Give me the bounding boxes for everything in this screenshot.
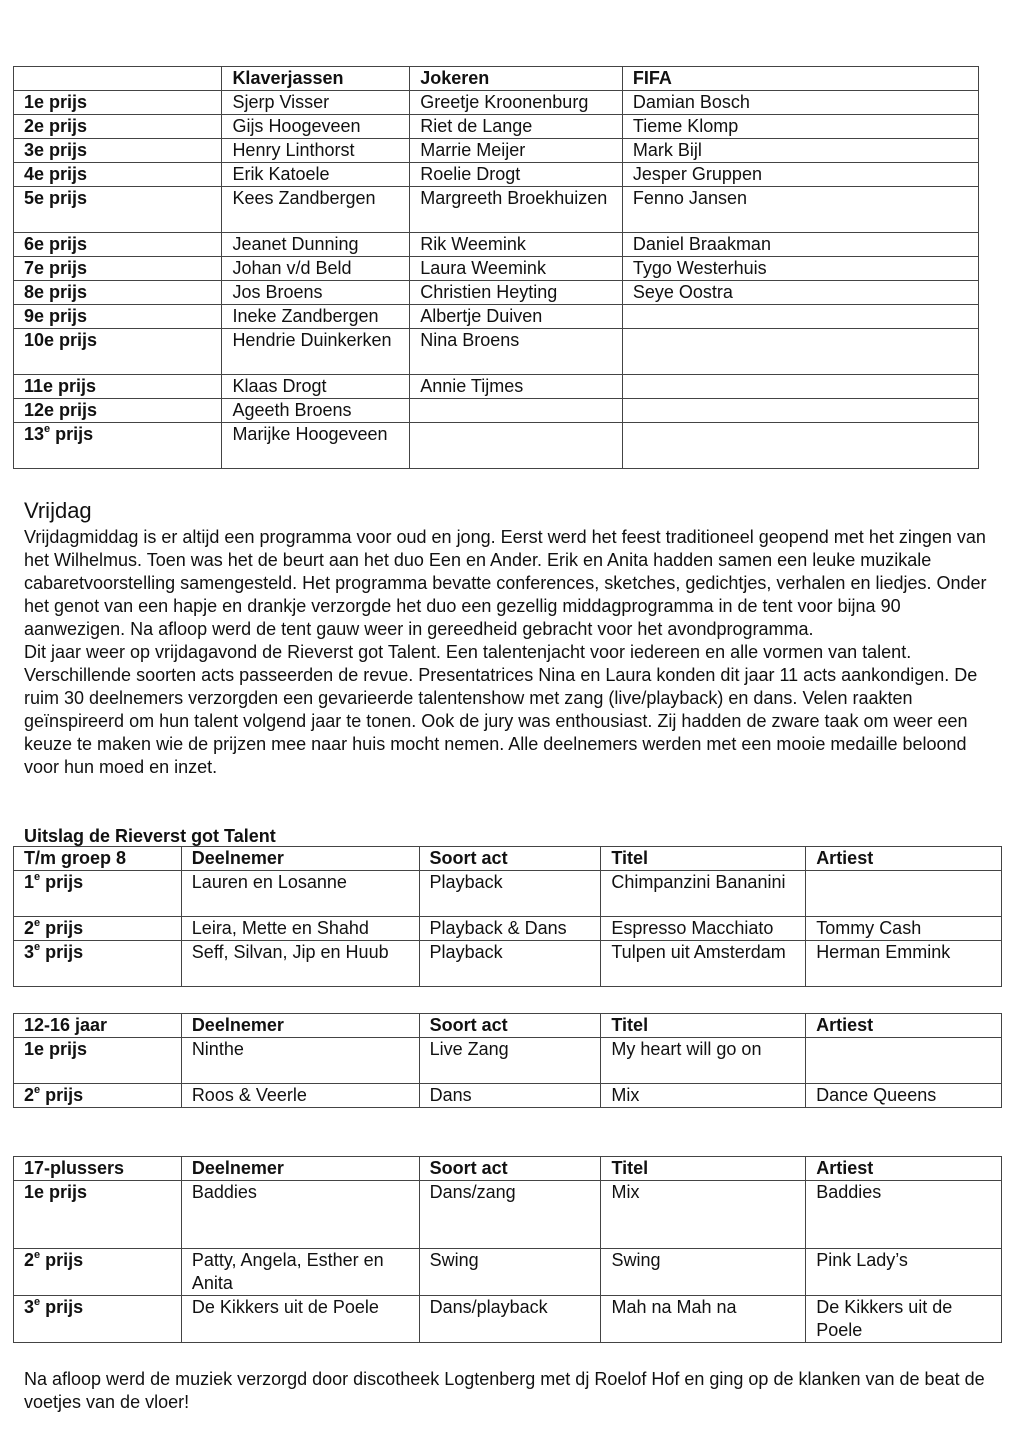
header-cell: Titel — [601, 1157, 806, 1181]
rank-cell: 6e prijs — [14, 233, 222, 257]
table-row — [14, 91, 979, 115]
header-cell: 12-16 jaar — [14, 1014, 182, 1038]
table-cell: De Kikkers uit de Poele — [806, 1296, 1002, 1343]
rank-suffix: e — [44, 423, 51, 435]
rank-cell: 4e prijs — [14, 163, 222, 187]
table-cell: Lauren en Losanne — [181, 871, 419, 917]
table-cell: Laura Weemink — [410, 257, 623, 281]
rank-suffix: e — [34, 941, 41, 953]
table-cell: Baddies — [806, 1181, 1002, 1249]
table-cell: Annie Tijmes — [410, 375, 623, 399]
table-cell: Ageeth Broens — [222, 399, 410, 423]
table-cell: Mix — [601, 1084, 806, 1108]
rank-cell: 5e prijs — [14, 187, 222, 233]
header-cell: Deelnemer — [181, 847, 419, 871]
header-cell: Soort act — [419, 847, 601, 871]
rank-word: prijs — [40, 942, 84, 962]
table-row — [14, 139, 979, 163]
rank-word: prijs — [40, 1085, 84, 1105]
table-cell: De Kikkers uit de Poele — [181, 1296, 419, 1343]
table-cell — [622, 423, 978, 469]
header-cell: Jokeren — [410, 67, 623, 91]
table-cell: Erik Katoele — [222, 163, 410, 187]
table-cell: Pink Lady’s — [806, 1249, 1002, 1296]
rank-word: prijs — [40, 1250, 84, 1270]
table-cell — [410, 399, 623, 423]
rank-number: 3 — [24, 1297, 35, 1317]
header-cell: Deelnemer — [181, 1014, 419, 1038]
table-cell: Jesper Gruppen — [622, 163, 978, 187]
table-cell: Tulpen uit Amsterdam — [601, 941, 806, 987]
table-cell: Riet de Lange — [410, 115, 623, 139]
table-cell: Klaas Drogt — [222, 375, 410, 399]
table-cell — [806, 871, 1002, 917]
rank-number: 2 — [24, 1250, 35, 1270]
header-cell: Deelnemer — [181, 1157, 419, 1181]
table-row — [14, 941, 1002, 987]
table-cell: Dans — [419, 1084, 601, 1108]
table-cell: Dance Queens — [806, 1084, 1002, 1108]
table-cell: Swing — [601, 1249, 806, 1296]
paragraph: Vrijdagmiddag is er altijd een programma voor oud en jong. Eerst werd het feest traditioneel geopend met het zingen van het Wilhelmus. Toen was het de beurt aan het duo Een en Ander. Erik en Anita hadden samen een leuke muzikale cabaretvoorstelling samengesteld. Het programma bevatte conferences, sketches, gedichtjes, verhalen en liedjes. Onder het genot van een hapje en drankje verzorgde het duo een gezellig middagprogramma in de tent voor bijna 90 aanwezigen. Na afloop werd de tent gauw weer in gereedheid gebracht voor het avondprogramma. — [24, 527, 987, 639]
prize-table — [13, 66, 979, 469]
table-cell: Jeanet Dunning — [222, 233, 410, 257]
rank-cell — [14, 1084, 182, 1108]
table-row — [14, 257, 979, 281]
table-row — [14, 115, 979, 139]
table-cell: Hendrie Duinkerken — [222, 329, 410, 375]
header-cell: Soort act — [419, 1157, 601, 1181]
table-cell — [410, 423, 623, 469]
rank-cell: 12e prijs — [14, 399, 222, 423]
table-cell — [806, 1038, 1002, 1084]
table-row — [14, 233, 979, 257]
rank-suffix: e — [34, 1249, 41, 1261]
table-cell: Dans/zang — [419, 1181, 601, 1249]
header-cell: Klaverjassen — [222, 67, 410, 91]
rank-suffix: e — [34, 1296, 41, 1308]
body-text — [24, 526, 999, 779]
table-cell: Patty, Angela, Esther en Anita — [181, 1249, 419, 1296]
table-cell: Seff, Silvan, Jip en Huub — [181, 941, 419, 987]
table-cell: Tygo Westerhuis — [622, 257, 978, 281]
table-cell: Herman Emmink — [806, 941, 1002, 987]
table-cell: Albertje Duiven — [410, 305, 623, 329]
rank-cell: 11e prijs — [14, 375, 222, 399]
table-header-row — [14, 1157, 1002, 1181]
table-cell: Seye Oostra — [622, 281, 978, 305]
table-row — [14, 1084, 1002, 1108]
header-cell: Artiest — [806, 847, 1002, 871]
table-cell: Jos Broens — [222, 281, 410, 305]
rank-number: 1 — [24, 872, 35, 892]
header-cell: T/m groep 8 — [14, 847, 182, 871]
rank-cell: 10e prijs — [14, 329, 222, 375]
table-row — [14, 399, 979, 423]
table-cell — [622, 375, 978, 399]
table-cell: Roelie Drogt — [410, 163, 623, 187]
table-cell: Greetje Kroonenburg — [410, 91, 623, 115]
table-cell: Live Zang — [419, 1038, 601, 1084]
table-cell: Nina Broens — [410, 329, 623, 375]
rank-cell — [14, 871, 182, 917]
header-cell: Soort act — [419, 1014, 601, 1038]
table-cell: Roos & Veerle — [181, 1084, 419, 1108]
table-row — [14, 281, 979, 305]
table-cell: Playback — [419, 941, 601, 987]
rank-word: prijs — [50, 424, 94, 444]
rank-cell — [14, 423, 222, 469]
rank-cell — [14, 1249, 182, 1296]
rank-number: 3 — [24, 942, 35, 962]
talent-table-group-8 — [13, 846, 1002, 987]
table-cell: Henry Linthorst — [222, 139, 410, 163]
table-header-row — [14, 847, 1002, 871]
rank-cell — [14, 1296, 182, 1343]
table-cell: Fenno Jansen — [622, 187, 978, 233]
rank-cell: 8e prijs — [14, 281, 222, 305]
rank-cell — [14, 917, 182, 941]
rank-number: 13 — [24, 424, 45, 444]
table-cell: Christien Heyting — [410, 281, 623, 305]
rank-number: 2 — [24, 1085, 35, 1105]
table-cell: Baddies — [181, 1181, 419, 1249]
table-cell: Dans/playback — [419, 1296, 601, 1343]
rank-cell: 3e prijs — [14, 139, 222, 163]
table-cell: Marrie Meijer — [410, 139, 623, 163]
table-row — [14, 375, 979, 399]
rank-suffix: e — [34, 1084, 41, 1096]
table-row — [14, 187, 979, 233]
table-cell: Leira, Mette en Shahd — [181, 917, 419, 941]
header-cell: Titel — [601, 1014, 806, 1038]
table-row — [14, 423, 979, 469]
header-cell: Titel — [601, 847, 806, 871]
table-cell: Marijke Hoogeveen — [222, 423, 410, 469]
section-heading: Vrijdag — [24, 498, 92, 523]
rank-cell: 1e prijs — [14, 91, 222, 115]
table-cell: Johan v/d Beld — [222, 257, 410, 281]
header-cell: FIFA — [622, 67, 978, 91]
paragraph: Dit jaar weer op vrijdagavond de Rieverst got Talent. Een talentenjacht voor iedereen en alle vormen van talent. Verschillende soorten acts passeerden de revue. Presentatrices Nina en Laura konden dit jaar 11 acts aankondigen. De ruim 30 deelnemers verzorgden een gevarieerde talentenshow met zang (live/playback) en dans. Velen raakten geïnspireerd om hun talent volgend jaar te tonen. Ook de jury was enthousiast. Zij hadden de zware taak om weer een keuze te maken wie de prijzen mee naar huis mocht nemen. Alle deelnemers werden met een mooie medaille beloond voor hun moed en inzet. — [24, 642, 978, 777]
talent-table-12-16 — [13, 1013, 1002, 1108]
table-cell: Gijs Hoogeveen — [222, 115, 410, 139]
table-cell: Espresso Macchiato — [601, 917, 806, 941]
rank-cell: 2e prijs — [14, 115, 222, 139]
rank-suffix: e — [34, 917, 41, 929]
header-cell: Artiest — [806, 1014, 1002, 1038]
table-header-row — [14, 67, 979, 91]
table-cell: Mah na Mah na — [601, 1296, 806, 1343]
table-cell: Playback & Dans — [419, 917, 601, 941]
table-cell: Ninthe — [181, 1038, 419, 1084]
rank-word: prijs — [40, 918, 84, 938]
table-cell: Ineke Zandbergen — [222, 305, 410, 329]
header-cell: 17-plussers — [14, 1157, 182, 1181]
table-cell: Sjerp Visser — [222, 91, 410, 115]
results-caption: Uitslag de Rieverst got Talent — [24, 826, 276, 846]
table-row — [14, 871, 1002, 917]
table-row — [14, 163, 979, 187]
rank-word: prijs — [40, 872, 84, 892]
table-cell: Mix — [601, 1181, 806, 1249]
rank-cell: 9e prijs — [14, 305, 222, 329]
table-cell: Kees Zandbergen — [222, 187, 410, 233]
rank-cell: 1e prijs — [14, 1038, 182, 1084]
table-cell: Chimpanzini Bananini — [601, 871, 806, 917]
rank-suffix: e — [34, 871, 41, 883]
table-row — [14, 1038, 1002, 1084]
table-row — [14, 1181, 1002, 1249]
table-cell: Margreeth Broekhuizen — [410, 187, 623, 233]
table-header-row — [14, 1014, 1002, 1038]
table-row — [14, 305, 979, 329]
rank-cell — [14, 941, 182, 987]
rank-cell: 1e prijs — [14, 1181, 182, 1249]
table-cell: Tieme Klomp — [622, 115, 978, 139]
table-row — [14, 1249, 1002, 1296]
rank-number: 2 — [24, 918, 35, 938]
table-cell: Rik Weemink — [410, 233, 623, 257]
header-cell: Artiest — [806, 1157, 1002, 1181]
rank-word: prijs — [40, 1297, 84, 1317]
table-cell — [622, 399, 978, 423]
table-cell — [622, 305, 978, 329]
header-cell — [14, 67, 222, 91]
table-cell: Swing — [419, 1249, 601, 1296]
table-cell: Mark Bijl — [622, 139, 978, 163]
closing-paragraph: Na afloop werd de muziek verzorgd door discotheek Logtenberg met dj Roelof Hof en ging op de klanken van de beat de voetjes van de vloer! — [24, 1369, 985, 1412]
table-cell: My heart will go on — [601, 1038, 806, 1084]
table-cell: Daniel Braakman — [622, 233, 978, 257]
talent-table-17-plus — [13, 1156, 1002, 1343]
table-cell — [622, 329, 978, 375]
table-cell: Damian Bosch — [622, 91, 978, 115]
table-row — [14, 917, 1002, 941]
table-row — [14, 1296, 1002, 1343]
rank-cell: 7e prijs — [14, 257, 222, 281]
table-row — [14, 329, 979, 375]
table-cell: Tommy Cash — [806, 917, 1002, 941]
table-cell: Playback — [419, 871, 601, 917]
